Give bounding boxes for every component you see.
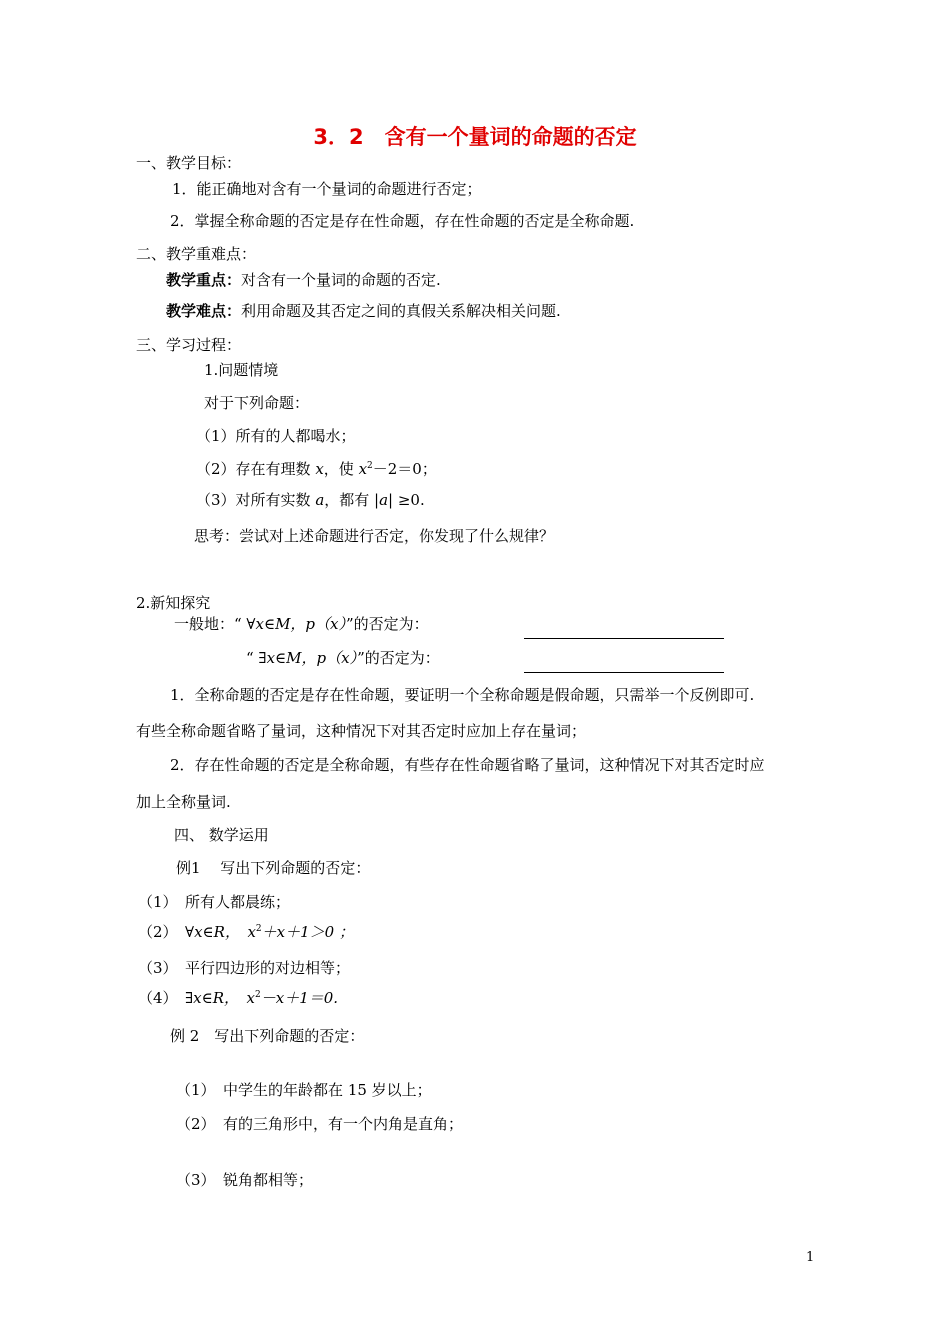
difficult-point-text: 利用命题及其否定之间的真假关系解决相关问题.: [241, 302, 561, 320]
problem-intro: 对于下列命题：: [204, 394, 310, 412]
prop2-exponent: 2: [367, 461, 373, 471]
section-heading-process: 三、学习过程：: [136, 336, 242, 354]
proposition-3: [196, 491, 425, 509]
existential-predicate: x∈M，p（x）: [266, 649, 358, 667]
rule-2-line-2: 加上全称量词.: [136, 793, 231, 811]
e4-expr-b: －x＋1＝0.: [260, 989, 339, 1007]
key-point-text: 对含有一个量词的命题的否定.: [241, 271, 441, 289]
e2-expr-b: ＋x＋1＞0 ；: [261, 923, 354, 941]
page-title: 3．2 含有一个量词的命题的否定: [313, 125, 637, 149]
universal-negation-line: [174, 615, 429, 633]
example-1-prompt: 例1 写出下列命题的否定：: [176, 859, 371, 877]
prop3-text-b: ，都有 |: [324, 491, 380, 509]
problem-situation-title: 1.问题情境: [204, 361, 279, 379]
example-1-item-3: （3） 平行四边形的对边相等；: [138, 959, 351, 977]
existential-quantifier: “ ∃: [246, 649, 267, 667]
page-number: 1: [806, 1250, 815, 1265]
key-point-label: 教学重点：: [166, 271, 242, 289]
example-2-item-2: （2） 有的三角形中，有一个内角是直角；: [176, 1115, 464, 1133]
prop2-text-c: －2＝0；: [372, 460, 437, 478]
universal-negation-text: ”的否定为：: [345, 615, 429, 633]
example-2-item-3: （3） 锐角都相等；: [176, 1171, 314, 1189]
existential-negation-line: [246, 649, 440, 667]
prop3-text-c: | ≥0.: [388, 491, 425, 509]
prop2-text-b: ，使: [323, 460, 359, 478]
prop2-var-x2: x: [358, 460, 368, 478]
section-heading-application: 四、 数学运用: [174, 826, 269, 844]
section-heading-keypoints: 二、教学重难点：: [136, 245, 257, 263]
existential-negation-blank[interactable]: [524, 672, 724, 673]
universal-negation-blank[interactable]: [524, 638, 724, 639]
existential-negation-text: ”的否定为：: [357, 649, 440, 667]
new-knowledge-title: 2.新知探究: [136, 594, 211, 612]
prop2-text-a: （2）存在有理数: [196, 460, 316, 478]
rule-1-line-2: 有些全称命题省略了量词，这种情况下对其否定时应加上存在量词；: [136, 722, 587, 740]
prop3-abs-a: a: [379, 491, 389, 509]
example-1-item-4: [138, 989, 338, 1007]
think-prompt: 思考：尝试对上述命题进行否定，你发现了什么规律？: [194, 527, 555, 545]
rule-1-line-1: 1．全称命题的否定是存在性命题，要证明一个全称命题是假命题，只需举一个反例即可.: [170, 686, 755, 704]
proposition-2: [196, 460, 437, 478]
universal-quantifier: 一般地：“ ∀: [174, 615, 256, 633]
e2-number: （2）: [138, 923, 186, 941]
e4-exponent: 2: [255, 990, 261, 1000]
section-heading-goals: 一、教学目标：: [136, 154, 242, 172]
prop3-text-a: （3）对所有实数: [196, 491, 316, 509]
example-2-item-1: （1） 中学生的年龄都在 15 岁以上；: [176, 1081, 432, 1099]
prop2-var-x: x: [315, 460, 324, 478]
proposition-1: （1）所有的人都喝水；: [196, 427, 356, 445]
e2-expr-a: ∀x∈R， x: [185, 923, 256, 941]
universal-predicate: x∈M，p（x）: [255, 615, 346, 633]
example-1-item-1: （1） 所有人都晨练；: [138, 893, 291, 911]
e4-expr-a: ∃x∈R， x: [185, 989, 256, 1007]
goal-1: 1．能正确地对含有一个量词的命题进行否定；: [172, 180, 482, 198]
key-point: [166, 271, 441, 289]
difficult-point-label: 教学难点：: [166, 302, 242, 320]
e4-number: （4）: [138, 989, 186, 1007]
goal-2: 2．掌握全称命题的否定是存在性命题，存在性命题的否定是全称命题.: [170, 212, 635, 230]
rule-2-line-1: 2．存在性命题的否定是全称命题，有些存在性命题省略了量词，这种情况下对其否定时应: [170, 756, 765, 774]
example-2-prompt: 例 2 写出下列命题的否定：: [170, 1027, 365, 1045]
prop3-var-a: a: [315, 491, 325, 509]
example-1-item-2: [138, 923, 354, 941]
difficult-point: [166, 302, 561, 320]
e2-exponent: 2: [255, 924, 262, 934]
